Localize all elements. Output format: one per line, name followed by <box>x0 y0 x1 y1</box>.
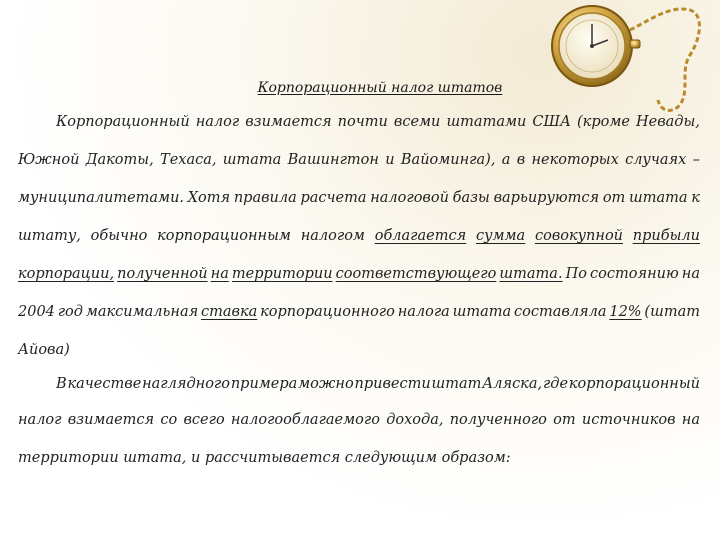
word: к <box>691 190 700 206</box>
word: полученной <box>117 266 208 282</box>
text-line <box>18 266 700 282</box>
word: полученного <box>449 412 547 428</box>
word: взимается <box>245 114 332 130</box>
word: Невады, <box>635 114 700 130</box>
word: Южной <box>18 152 80 168</box>
word: случаях <box>625 152 687 168</box>
word: расчета <box>300 190 367 206</box>
word: налога <box>397 304 450 320</box>
word: на <box>681 412 700 428</box>
word: примера <box>230 376 298 392</box>
word: качестве <box>67 376 142 392</box>
word: муниципалитетами. <box>18 190 185 206</box>
word: а <box>501 152 511 168</box>
word: В <box>56 376 67 392</box>
page-title: Корпорационный налог штатов <box>257 80 503 96</box>
text-line <box>18 152 700 168</box>
word: Дакоты, <box>85 152 154 168</box>
word: территории штата, и рассчитывается следующим образом: <box>18 450 511 466</box>
word: корпорационным <box>157 228 291 244</box>
word: Техаса, <box>160 152 217 168</box>
word: территории <box>231 266 333 282</box>
word: совокупной <box>534 228 624 244</box>
word: налогооблагаемого <box>230 412 380 428</box>
word: Корпорационный <box>56 114 190 130</box>
word: максимальная <box>85 304 199 320</box>
text-line <box>18 342 700 358</box>
text-line <box>18 304 700 320</box>
word: соответствующего <box>335 266 497 282</box>
word: По <box>565 266 587 282</box>
word: где <box>542 376 569 392</box>
word: состоянию <box>590 266 679 282</box>
word: от <box>602 190 626 206</box>
word: налоговой <box>370 190 449 206</box>
word: Аляска, <box>482 376 543 392</box>
word: налог <box>195 114 240 130</box>
word: Вайоминга), <box>400 152 496 168</box>
text-line <box>18 450 700 466</box>
text-line <box>56 376 700 392</box>
word: 12% <box>609 304 642 320</box>
word: источников <box>581 412 676 428</box>
word: прибыли <box>632 228 700 244</box>
word: 2004 <box>18 304 55 320</box>
text-line <box>18 190 700 206</box>
word: на <box>681 266 700 282</box>
word: штату, <box>18 228 81 244</box>
pocket-watch-icon <box>530 0 720 120</box>
word: в <box>516 152 526 168</box>
word: правила <box>233 190 297 206</box>
word: корпорационного <box>260 304 395 320</box>
word: налог <box>18 412 62 428</box>
word: (штат <box>644 304 700 320</box>
word: Хотя <box>187 190 231 206</box>
word: некоторых <box>531 152 619 168</box>
text-line <box>18 412 700 428</box>
word: базы <box>452 190 490 206</box>
word: всеми <box>393 114 441 130</box>
word: США <box>532 114 571 130</box>
word: штата <box>452 304 512 320</box>
word: можно <box>298 376 354 392</box>
word: год <box>57 304 83 320</box>
word: взимается <box>67 412 155 428</box>
word: корпорации, <box>18 266 115 282</box>
word: составляла <box>514 304 607 320</box>
word: штата. <box>499 266 563 282</box>
word: варьируются <box>493 190 600 206</box>
word: штат <box>431 376 482 392</box>
word: и <box>385 152 395 168</box>
text-line <box>56 114 700 130</box>
word: всего <box>183 412 225 428</box>
word: наглядного <box>142 376 230 392</box>
word: сумма <box>475 228 526 244</box>
word: дохода, <box>386 412 444 428</box>
word: почти <box>337 114 388 130</box>
word: налогом <box>300 228 365 244</box>
word: штата <box>629 190 688 206</box>
word: штатами <box>446 114 527 130</box>
word: (кроме <box>577 114 630 130</box>
word: от <box>553 412 576 428</box>
word: корпорационный <box>568 376 700 392</box>
word: ставка <box>201 304 258 320</box>
word: Айова) <box>18 342 70 358</box>
word: Вашингтон <box>287 152 379 168</box>
word: обычно <box>90 228 148 244</box>
word: облагается <box>374 228 467 244</box>
word: штата <box>222 152 282 168</box>
text-line <box>18 228 700 244</box>
word: – <box>692 152 700 168</box>
word: со <box>160 412 178 428</box>
word: на <box>210 266 229 282</box>
word: привести <box>354 376 431 392</box>
